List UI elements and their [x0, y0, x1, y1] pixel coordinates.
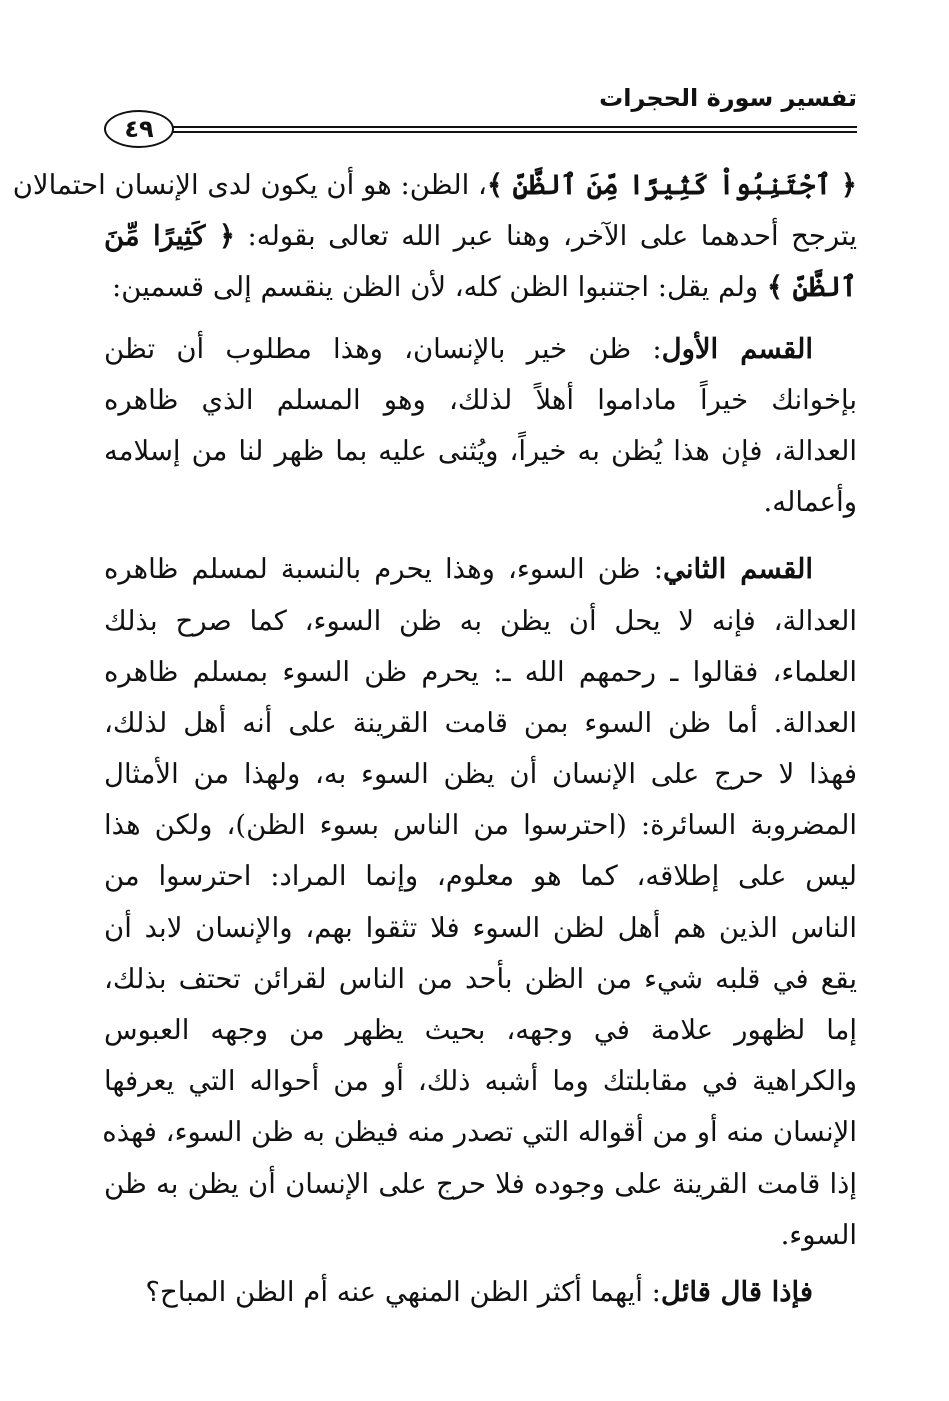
running-header-title: تفسير سورة الحجرات — [599, 84, 857, 112]
text-line: وأعماله. — [763, 486, 857, 519]
text-line: إذا قامت القرينة على وجوده فلا حرج على الإنسان أن يظن به ظن — [104, 1167, 857, 1200]
text-line: الإنسان منه أو من أقواله التي تصدر منه فيظن به ظن السوء، فهذه — [102, 1116, 857, 1149]
text-line: والكراهية في مقابلتك وما أشبه ذلك، أو من أحواله التي يعرفها — [104, 1065, 857, 1098]
text-line: السوء. — [780, 1218, 857, 1251]
text-line: الناس الذين هم أهل لظن السوء فلا تثقوا بهم، والإنسان لابد أن — [104, 911, 857, 944]
text-line: يقع في قلبه شيء من الظن بأحد من الناس لقرائن تحتف بذلك، — [104, 962, 857, 995]
quran-verse: ﴿ ٱجْتَنِبُواْ كَثِيرًا مِّنَ ٱلظَّنِّ ﴾ — [486, 169, 857, 201]
line-text: : ظن خير بالإنسان، وهذا مطلوب أن تظن — [104, 332, 662, 365]
line-text: : ظن السوء، وهذا يحرم بالنسبة لمسلم ظاهره — [104, 553, 663, 586]
line-text: ولم يقل: اجتنبوا الظن كله، لأن الظن ينقسم إلى قسمين: — [112, 271, 759, 304]
paragraph-gap — [104, 528, 857, 544]
text-line: ليس على إطلاقه، كما هو معلوم، وإنما المراد: احترسوا من — [104, 860, 857, 893]
text-line: العدالة، فإنه لا يحل أن يظن به ظن السوء، كما صرح بذلك — [104, 604, 857, 637]
section-term: القسم الثاني — [662, 553, 813, 586]
paragraph-gap — [104, 314, 857, 324]
text-line — [104, 544, 857, 595]
line-text: ، الظن: هو أن يكون لدى الإنسان احتمالان — [12, 169, 487, 201]
text-line: العدالة. أما ظن السوء بمن قامت القرينة على أنه أهل لذلك، — [104, 706, 857, 739]
text-line — [12, 160, 857, 211]
line-text: : أيهما أكثر الظن المنهي عنه أم الظن المباح؟ — [145, 1275, 661, 1308]
quran-verse: ٱلظَّنِّ ﴾ — [766, 271, 857, 304]
line-text: يترجح أحدهما على الآخر، وهنا عبر الله تعالى بقوله: — [247, 220, 857, 253]
text-line — [104, 1267, 857, 1318]
text-line: العدالة، فإن هذا يُظن به خيراً، ويُثنى عليه بما ظهر لنا من إسلامه — [104, 434, 857, 467]
text-line — [104, 324, 857, 375]
text-line: بإخوانك خيراً ماداموا أهلاً لذلك، وهو المسلم الذي ظاهره — [104, 383, 857, 416]
text-line — [104, 211, 857, 262]
body-text — [12, 160, 857, 1318]
text-line: إما لظهور علامة في وجهه، بحيث يظهر من وجهه العبوس — [104, 1014, 857, 1046]
text-line: فهذا لا حرج على الإنسان أن يظن السوء به، ولهذا من الأمثال — [104, 758, 857, 791]
text-line: العلماء، فقالوا ـ رحمهم الله ـ: يحرم ظن السوء بمسلم ظاهره — [104, 655, 857, 688]
section-term: فإذا قال قائل — [660, 1275, 813, 1308]
quran-verse: ﴿ كَثِيرًا مِّنَ — [104, 220, 235, 253]
section-term: القسم الأول — [661, 332, 813, 365]
page-number: ٤٩ — [104, 110, 174, 148]
header-rule — [172, 126, 857, 133]
text-line: المضروبة السائرة: (احترسوا من الناس بسوء الظن)، ولكن هذا — [104, 809, 857, 842]
text-line — [104, 262, 857, 313]
